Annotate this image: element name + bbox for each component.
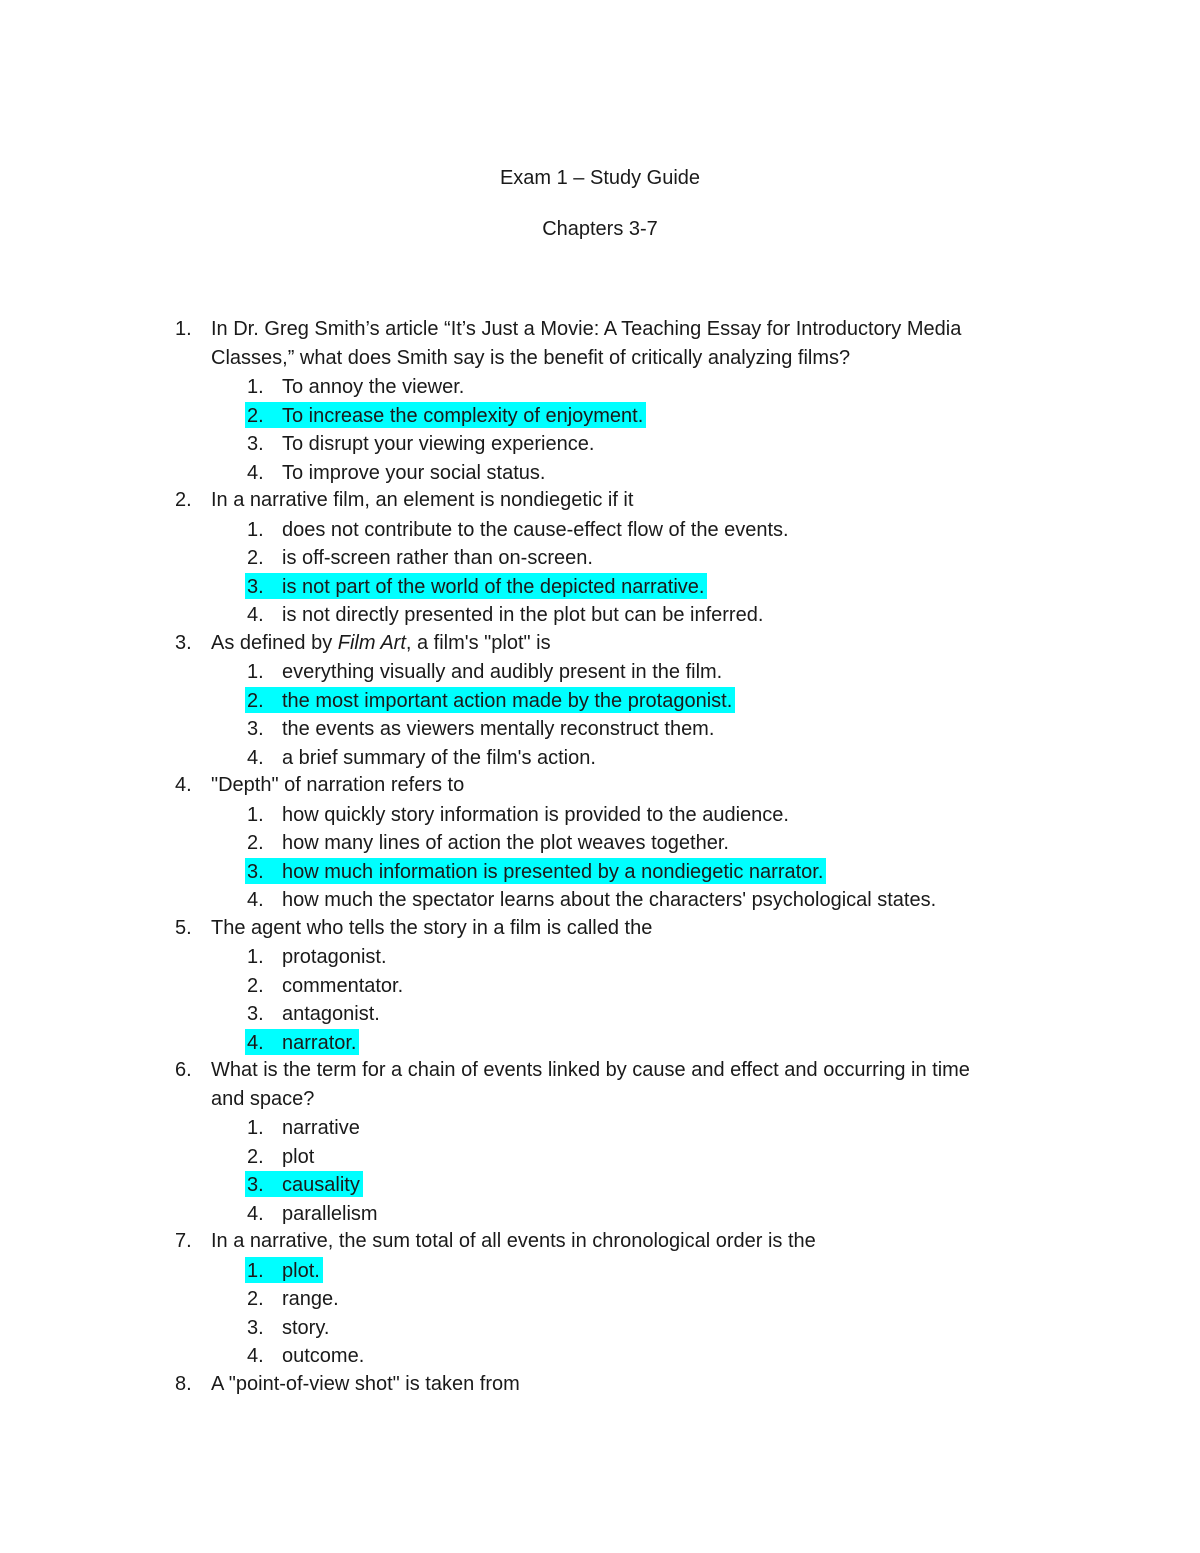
answer-option — [0, 401, 1200, 430]
option-text: To annoy the viewer. — [282, 376, 465, 398]
answer-option — [0, 1284, 1200, 1313]
answer-option — [0, 1199, 1200, 1228]
option-number: 3. — [247, 433, 264, 455]
option-text: plot. — [282, 1259, 320, 1282]
answer-option — [0, 885, 1200, 914]
question-number: 8. — [175, 1372, 192, 1395]
answer-option — [0, 800, 1200, 829]
option-text: plot — [282, 1145, 315, 1168]
question-text: and space? — [211, 1087, 315, 1110]
option-number: 1. — [247, 376, 264, 398]
option-number: 2. — [247, 974, 264, 997]
answer-option — [0, 372, 1200, 401]
question-text: In Dr. Greg Smith’s article “It’s Just a Movie: A Teaching Essay for Introductory Media — [211, 318, 962, 340]
answer-option — [0, 743, 1200, 772]
answer-option — [0, 942, 1200, 971]
question-text: In a narrative, the sum total of all events in chronological order is the — [211, 1230, 816, 1252]
option-text: the events as viewers mentally reconstruct them. — [282, 718, 715, 740]
question-text: In a narrative film, an element is nondiegetic if it — [211, 489, 634, 511]
option-number: 2. — [247, 1145, 264, 1168]
option-number: 3. — [247, 1174, 264, 1196]
answer-option — [0, 458, 1200, 487]
answer-option — [0, 1170, 1200, 1199]
answer-option — [0, 714, 1200, 743]
option-number: 4. — [247, 1345, 264, 1367]
question-number: 5. — [175, 916, 192, 939]
question-item — [0, 486, 1200, 629]
option-text: everything visually and audibly present in the film. — [282, 661, 723, 683]
option-number: 3. — [247, 575, 264, 598]
option-text: parallelism — [282, 1202, 378, 1225]
option-text: is not part of the world of the depicted narrative. — [282, 575, 705, 598]
option-number: 3. — [247, 860, 264, 883]
question-item — [0, 1227, 1200, 1370]
question-number: 4. — [175, 774, 192, 796]
option-text: a brief summary of the film's action. — [282, 746, 596, 769]
book-title: Film Art — [337, 631, 406, 654]
question-item — [0, 771, 1200, 914]
option-number: 1. — [247, 518, 264, 541]
option-number: 2. — [247, 547, 264, 569]
answer-option — [0, 971, 1200, 1000]
question-number: 7. — [175, 1230, 192, 1252]
question-number: 3. — [175, 631, 192, 654]
answer-option — [0, 1028, 1200, 1057]
option-text: narrator. — [282, 1031, 357, 1054]
option-number: 4. — [247, 1031, 264, 1054]
answer-option — [0, 857, 1200, 886]
answer-option — [0, 657, 1200, 686]
answer-option — [0, 429, 1200, 458]
answer-option — [0, 999, 1200, 1028]
option-text: antagonist. — [282, 1003, 380, 1025]
answer-option — [0, 1313, 1200, 1342]
option-number: 3. — [247, 1003, 264, 1025]
option-number: 2. — [247, 404, 264, 427]
option-text: outcome. — [282, 1345, 365, 1367]
option-text: To increase the complexity of enjoyment. — [282, 404, 644, 427]
question-item — [0, 1056, 1200, 1227]
page-title: Exam 1 – Study Guide — [499, 167, 701, 189]
option-text: how quickly story information is provided to the audience. — [282, 803, 789, 826]
option-text: causality — [282, 1174, 360, 1196]
option-number: 4. — [247, 889, 264, 911]
answer-option — [0, 572, 1200, 601]
answer-option — [0, 1341, 1200, 1370]
option-text: story. — [282, 1316, 330, 1339]
question-number: 1. — [175, 318, 192, 340]
question-text: "Depth" of narration refers to — [211, 774, 465, 796]
answer-option — [0, 828, 1200, 857]
answer-option — [0, 1113, 1200, 1142]
option-number: 3. — [247, 718, 264, 740]
option-text: how many lines of action the plot weaves together. — [282, 832, 729, 854]
option-text: To disrupt your viewing experience. — [282, 433, 595, 455]
option-text: does not contribute to the cause-effect flow of the events. — [282, 518, 789, 541]
answer-option — [0, 543, 1200, 572]
question-number: 6. — [175, 1059, 192, 1081]
answer-option — [0, 1256, 1200, 1285]
option-number: 1. — [247, 661, 264, 683]
option-text: is not directly presented in the plot but can be inferred. — [282, 604, 764, 626]
option-text: range. — [282, 1288, 339, 1310]
option-number: 4. — [247, 461, 264, 484]
question-item — [0, 914, 1200, 1057]
option-number: 1. — [247, 1259, 264, 1282]
option-number: 2. — [247, 1288, 264, 1310]
option-number: 4. — [247, 1202, 264, 1225]
question-text: As defined by Film Art, a film's "plot" is — [211, 631, 551, 654]
question-text: A "point-of-view shot" is taken from — [211, 1372, 520, 1395]
option-number: 2. — [247, 689, 264, 712]
option-text: the most important action made by the protagonist. — [282, 689, 733, 712]
page-subtitle: Chapters 3-7 — [542, 218, 658, 240]
option-number: 3. — [247, 1316, 264, 1339]
option-text: how much information is presented by a nondiegetic narrator. — [282, 860, 824, 883]
answer-option — [0, 686, 1200, 715]
option-text: how much the spectator learns about the characters' psychological states. — [282, 889, 937, 911]
answer-option — [0, 600, 1200, 629]
option-text: protagonist. — [282, 946, 387, 968]
option-text: is off-screen rather than on-screen. — [282, 547, 593, 569]
answer-option — [0, 515, 1200, 544]
question-item — [0, 315, 1200, 486]
option-number: 1. — [247, 803, 264, 826]
question-text: The agent who tells the story in a film is called the — [211, 916, 653, 939]
answer-option — [0, 1142, 1200, 1171]
option-text: commentator. — [282, 974, 404, 997]
question-text: Classes,” what does Smith say is the benefit of critically analyzing films? — [211, 346, 851, 369]
option-number: 4. — [247, 746, 264, 769]
question-list — [0, 315, 1200, 1398]
question-item — [0, 1370, 1200, 1399]
question-text: What is the term for a chain of events linked by cause and effect and occurring in time — [211, 1059, 970, 1081]
option-number: 2. — [247, 832, 264, 854]
question-item — [0, 629, 1200, 772]
option-number: 4. — [247, 604, 264, 626]
option-number: 1. — [247, 946, 264, 968]
option-text: narrative — [282, 1117, 360, 1139]
option-text: To improve your social status. — [282, 461, 546, 484]
option-number: 1. — [247, 1117, 264, 1139]
question-number: 2. — [175, 489, 192, 511]
